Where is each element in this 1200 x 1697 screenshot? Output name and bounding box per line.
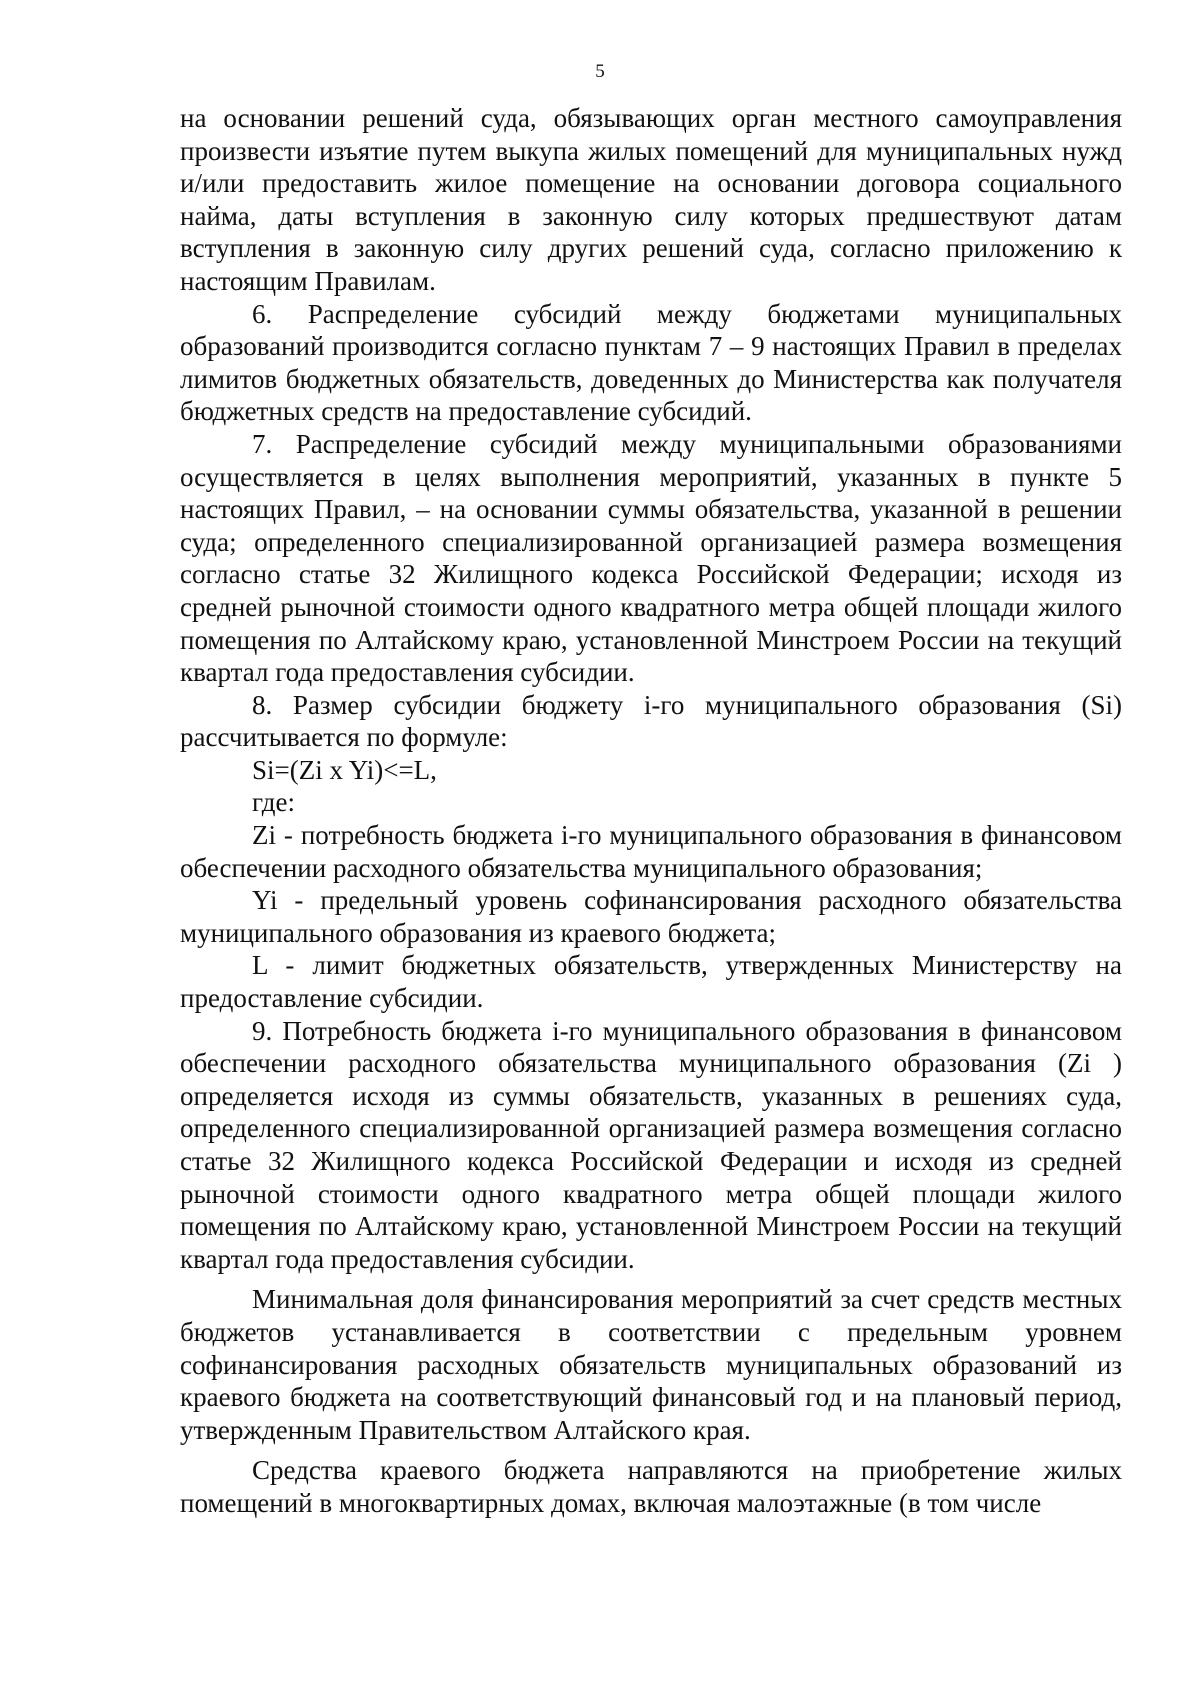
paragraph-clause-9: 9. Потребность бюджета i-го муниципального образования в финансовом обеспечении расходного обязательства муниципального образования (Zi ) определяется исходя из суммы обязательств, указанных в решениях суда, определенного специализированной организацией размера возмещения согласно статье 32 Жилищного кодекса Российской Федерации и исходя из средней рыночной стоимости одного квадратного метра общей площади жилого помещения по Алтайскому краю, установленной Минстроем России на текущий квартал года предоставления субсидии. — [180, 1015, 1122, 1274]
paragraph-budget-funds: Средства краевого бюджета направляются на приобретение жилых помещений в многоквартирных домах, включая малоэтажные (в том числе — [180, 1455, 1122, 1518]
paragraph-clause-6: 6. Распределение субсидий между бюджетами муниципальных образований производится согласно пунктам 7 – 9 настоящих Правил в пределах лимитов бюджетных обязательств, доведенных до Министерства как получателя бюджетных средств на предоставление субсидий. — [180, 298, 1122, 427]
paragraph-continuation: на основании решений суда, обязывающих орган местного самоуправления произвести изъятие путем выкупа жилых помещений для муниципальных нужд и/или предоставить жилое помещение на основании договора социального найма, даты вступления в законную силу которых предшествуют датам вступления в законную силу других решений суда, согласно приложению к настоящим Правилам. — [180, 103, 1122, 296]
page-number: 5 — [595, 61, 605, 82]
paragraph-clause-8: 8. Размер субсидии бюджету i-го муниципального образования (Si) рассчитывается по формуле: — [180, 689, 1122, 753]
paragraph-clause-7: 7. Распределение субсидий между муниципальными образованиями осуществляется в целях выполнения мероприятий, указанных в пункте 5 настоящих Правил, – на основании суммы обязательства, указанной в решении суда; определенного специализированной организацией размера возмещения согласно статье 32 Жилищного кодекса Российской Федерации; исходя из средней рыночной стоимости одного квадратного метра общей площади жилого помещения по Алтайскому краю, установленной Минстроем России на текущий квартал года предоставления субсидии. — [180, 428, 1122, 688]
definition-l: L - лимит бюджетных обязательств, утвержденных Министерству на предоставление субсидии. — [180, 950, 1122, 1014]
document-body — [180, 102, 1122, 1520]
subsidy-formula: Si=(Zi x Yi)<=L, — [252, 754, 437, 785]
definition-zi: Zi - потребность бюджета i-го муниципального образования в финансовом обеспечении расходного обязательства муниципального образования; — [180, 820, 1122, 883]
formula-where-label: где: — [252, 787, 295, 818]
paragraph-minimum-share: Минимальная доля финансирования мероприятий за счет средств местных бюджетов устанавливается в соответствии с предельным уровнем софинансирования расходных обязательств муниципальных образований из краевого бюджета на соответствующий финансовый год и на плановый период, утвержденным Правительством Алтайского края. — [180, 1284, 1122, 1445]
definition-yi: Yi - предельный уровень софинансирования расходного обязательства муниципального образования из краевого бюджета; — [180, 885, 1122, 948]
